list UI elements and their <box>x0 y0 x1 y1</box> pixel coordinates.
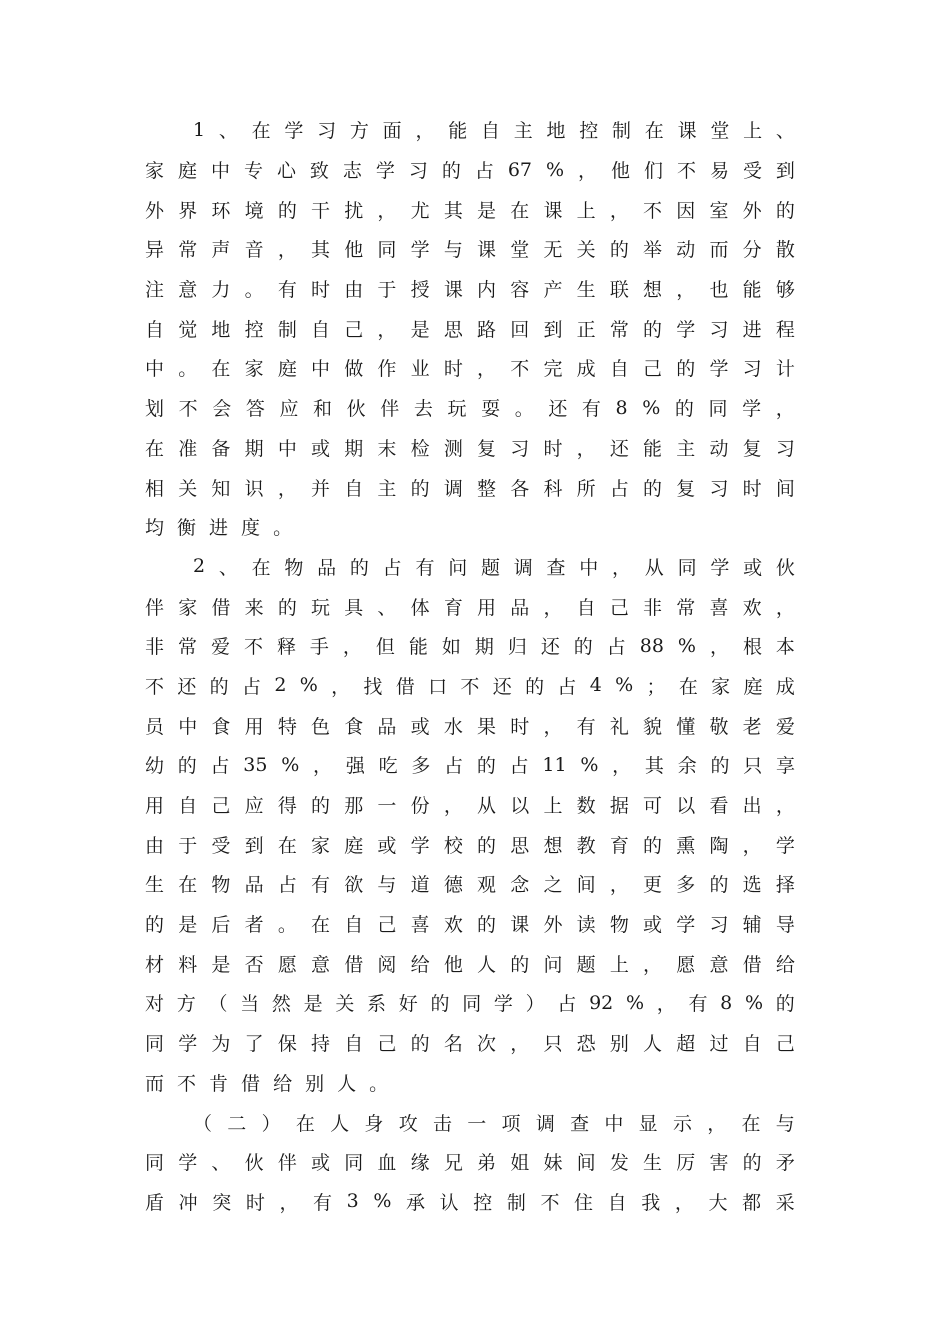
paragraph-p1 <box>145 110 795 547</box>
paragraph-p2 <box>145 547 795 1103</box>
text-line: （ 二 ） 在 人 身 攻 击 一 项 调 查 中 显 示 ， 在 与 <box>193 1112 795 1135</box>
text-line: 同 学 、 伙 伴 或 同 血 缘 兄 弟 姐 妹 间 发 生 厉 害 的 矛 <box>145 1152 795 1175</box>
text-line: 异 常 声 音 ， 其 他 同 学 与 课 堂 无 关 的 举 动 而 分 散 <box>145 239 795 262</box>
text-line: 非 常 爱 不 释 手 ， 但 能 如 期 归 还 的 占 88 % ， 根 本 <box>145 634 795 659</box>
paragraph-p3 <box>145 1102 795 1221</box>
text-line: 对 方 （ 当 然 是 关 系 好 的 同 学 ） 占 92 % ， 有 8 % 的 <box>145 991 795 1016</box>
text-line: 划 不 会 答 应 和 伙 伴 去 玩 耍 。 还 有 8 % 的 同 学 ， <box>145 396 795 421</box>
text-line: 由 于 受 到 在 家 庭 或 学 校 的 思 想 教 育 的 熏 陶 ， 学 <box>145 834 795 857</box>
text-line: 的 是 后 者 。 在 自 己 喜 欢 的 课 外 读 物 或 学 习 辅 导 <box>145 914 795 937</box>
text-line: 相 关 知 识 ， 并 自 主 的 调 整 各 科 所 占 的 复 习 时 间 <box>145 477 795 500</box>
text-line: 不 还 的 占 2 % ， 找 借 口 不 还 的 占 4 % ； 在 家 庭 成 <box>145 674 795 698</box>
text-line: 员 中 食 用 特 色 食 品 或 水 果 时 ， 有 礼 貌 懂 敬 老 爱 <box>145 715 795 738</box>
text-line: 伴 家 借 来 的 玩 具 、 体 育 用 品 ， 自 己 非 常 喜 欢 ， <box>145 596 795 619</box>
text-line: 2 、 在 物 品 的 占 有 问 题 调 查 中 ， 从 同 学 或 伙 <box>193 555 795 579</box>
text-line: 盾 冲 突 时 ， 有 3 % 承 认 控 制 不 住 自 我 ， 大 都 采 <box>145 1190 795 1214</box>
text-line: 家 庭 中 专 心 致 志 学 习 的 占 67 % ， 他 们 不 易 受 到 <box>145 158 795 183</box>
text-line: 注 意 力 。 有 时 由 于 授 课 内 容 产 生 联 想 ， 也 能 够 <box>145 279 795 302</box>
document-body <box>145 110 795 1221</box>
text-line: 自 觉 地 控 制 自 己 ， 是 思 路 回 到 正 常 的 学 习 进 程 <box>145 318 795 341</box>
text-line: 外 界 环 境 的 干 扰 ， 尤 其 是 在 课 上 ， 不 因 室 外 的 <box>145 199 795 222</box>
text-line: 幼 的 占 35 % ， 强 吃 多 占 的 占 11 % ， 其 余 的 只 享 <box>145 753 795 778</box>
text-line: 材 料 是 否 愿 意 借 阅 给 他 人 的 问 题 上 ， 愿 意 借 给 <box>145 953 795 976</box>
text-line: 在 准 备 期 中 或 期 末 检 测 复 习 时 ， 还 能 主 动 复 习 <box>145 437 795 460</box>
text-line: 1 、 在 学 习 方 面 ， 能 自 主 地 控 制 在 课 堂 上 、 <box>193 118 795 143</box>
text-line: 均 衡 进 度 。 <box>145 517 293 540</box>
text-line: 而 不 肯 借 给 别 人 。 <box>145 1072 389 1095</box>
text-line: 生 在 物 品 占 有 欲 与 道 德 观 念 之 间 ， 更 多 的 选 择 <box>145 874 795 897</box>
text-line: 同 学 为 了 保 持 自 己 的 名 次 ， 只 恐 别 人 超 过 自 己 <box>145 1033 795 1056</box>
text-line: 中 。 在 家 庭 中 做 作 业 时 ， 不 完 成 自 己 的 学 习 计 <box>145 358 795 381</box>
text-line: 用 自 己 应 得 的 那 一 份 ， 从 以 上 数 据 可 以 看 出 ， <box>145 795 795 818</box>
